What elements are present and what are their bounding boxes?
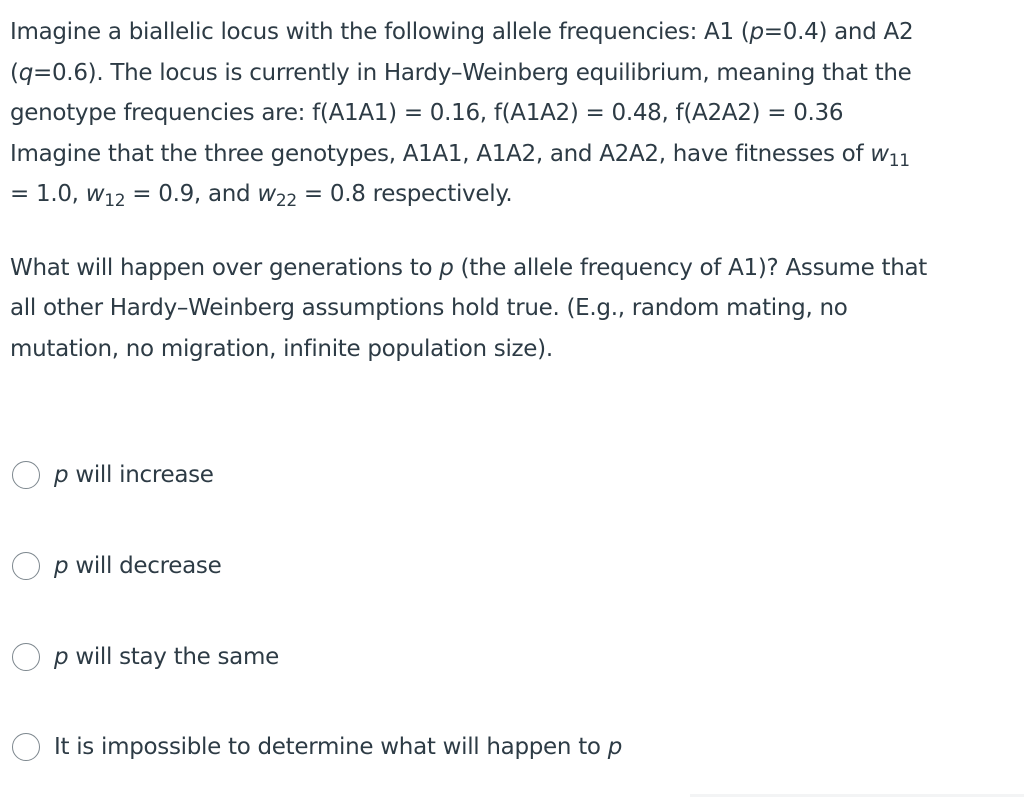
question-line-2 (10, 53, 1015, 94)
prompt-line-2: all other Hardy–Weinberg assumptions hold true. (E.g., random mating, no (10, 295, 848, 321)
line1-text-b: =0.4) and A2 (763, 19, 914, 45)
prompt-text-a: What will happen over generations to (10, 254, 440, 281)
line1-text-a: Imagine a biallelic locus with the following allele frequencies: A1 ( (10, 19, 750, 45)
radio-button[interactable] (12, 643, 40, 671)
w22-subscript: 22 (275, 191, 297, 211)
question-line-1 (10, 12, 1015, 53)
prompt-text-b: (the allele frequency of A1)? Assume that (453, 254, 928, 281)
line5-text-a: = 1.0, (10, 181, 86, 207)
answer-text: will stay the same (68, 644, 279, 670)
w11-symbol: w (870, 140, 889, 167)
line5-text-b: = 0.9, and (125, 181, 258, 207)
p-symbol: p (54, 553, 69, 579)
question-text (10, 12, 1015, 369)
p-symbol: p (54, 644, 69, 670)
p-symbol: p (607, 734, 623, 760)
answer-text: It is impossible to determine what will happen to (54, 734, 608, 760)
answer-option-stay-same[interactable] (12, 637, 279, 677)
answer-label (54, 462, 214, 488)
prompt-line-1 (10, 248, 1015, 289)
w11-subscript: 11 (888, 150, 910, 171)
answer-text: will increase (68, 462, 214, 488)
answer-label (54, 644, 279, 670)
radio-button[interactable] (12, 552, 40, 580)
line4-text: Imagine that the three genotypes, A1A1, A1A2, and A2A2, have fitnesses of (10, 140, 871, 167)
q-symbol: q (18, 59, 33, 86)
answer-option-impossible[interactable] (12, 727, 622, 767)
w22-symbol: w (257, 181, 276, 207)
p-symbol: p (54, 462, 69, 488)
answer-label (54, 734, 622, 760)
question-paragraph-prompt (10, 248, 1015, 370)
answer-label (54, 553, 221, 579)
radio-button[interactable] (12, 733, 40, 761)
line2-text: =0.6). The locus is currently in Hardy–Weinberg equilibrium, meaning that the (33, 59, 912, 86)
p-symbol: p (439, 254, 454, 281)
w12-subscript: 12 (104, 191, 126, 211)
question-paragraph-setup (10, 12, 1015, 215)
answer-option-decrease[interactable] (12, 546, 221, 586)
answer-option-increase[interactable] (12, 455, 214, 495)
prompt-line-3: mutation, no migration, infinite population size). (10, 335, 553, 362)
line2-paren: ( (10, 59, 19, 86)
question-line-4 (10, 134, 1015, 175)
line5-text-c: = 0.8 respectively. (296, 181, 513, 207)
w12-symbol: w (85, 181, 105, 207)
answer-text: will decrease (68, 553, 222, 579)
question-line-5 (10, 174, 1015, 215)
p-symbol: p (749, 19, 764, 45)
radio-button[interactable] (12, 461, 40, 489)
question-line-3: genotype frequencies are: f(A1A1) = 0.16, f(A1A2) = 0.48, f(A2A2) = 0.36 (10, 100, 844, 126)
